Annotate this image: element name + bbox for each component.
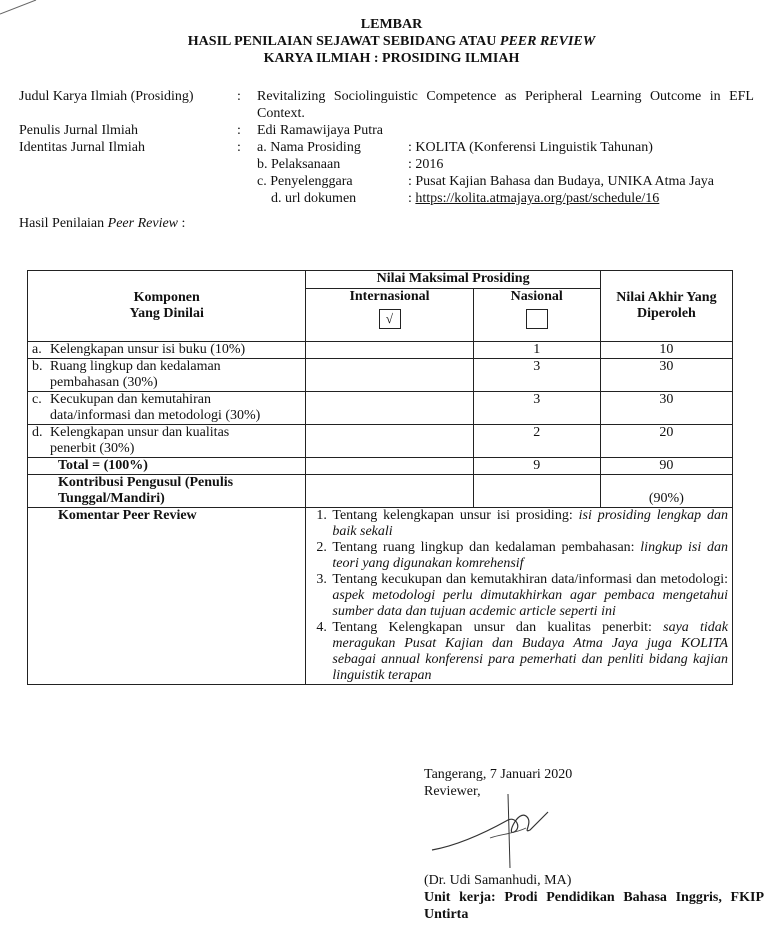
scan-mark <box>0 0 40 16</box>
comment-list <box>306 508 728 684</box>
komentar-content <box>306 508 733 685</box>
total-row <box>28 458 733 475</box>
hasil-penilaian-label <box>19 215 185 232</box>
kontribusi-value: (90%) <box>600 475 732 508</box>
hasil-italic: Peer Review <box>107 216 179 231</box>
row-a-akhir: 10 <box>600 342 732 359</box>
nasional-checkbox[interactable] <box>526 309 548 329</box>
row-c-nasional: 3 <box>473 392 600 425</box>
komponen-header <box>28 271 306 342</box>
internasional-header <box>306 289 473 342</box>
row-b-akhir: 30 <box>600 359 732 392</box>
table-row <box>28 392 733 425</box>
row-text: Ruang lingkup dan kedalaman pembahasan (30%) <box>50 359 221 390</box>
penyelenggara-value: : Pusat Kajian Bahasa dan Budaya, UNIKA Atma Jaya <box>408 174 714 189</box>
url-value <box>408 190 659 207</box>
table-row <box>28 425 733 458</box>
comment-text: lingkup isi dan teori yang digunakan komrehensif <box>332 540 728 571</box>
reviewer-name: (Dr. Udi Samanhudi, MA) <box>424 873 572 888</box>
comment-item <box>330 540 728 572</box>
review-table <box>27 270 733 685</box>
row-text: Kelengkapan unsur dan kualitas penerbit (30%) <box>50 425 230 456</box>
place-date: Tangerang, 7 Januari 2020 <box>424 767 573 782</box>
total-nasional: 9 <box>473 458 600 475</box>
penulis-colon: : <box>237 123 241 138</box>
nilai-akhir-line2: Diperoleh <box>636 306 696 321</box>
identitas-label: Identitas Jurnal Ilmiah <box>19 140 145 155</box>
table-row <box>28 342 733 359</box>
row-letter: c. <box>32 392 42 407</box>
kontribusi-label: Kontribusi Pengusul (Penulis Tunggal/Mandiri) <box>28 475 306 508</box>
subtitle-italic: PEER REVIEW <box>499 34 596 49</box>
hasil-suffix: : <box>178 216 186 231</box>
comment-text: saya tidak meragukan Pusat Kajian dan Budaya Atma Jaya juga KOLITA sebagai annual konferensi para pemerhati dan penliti bidang kajian linguistik terapan <box>332 620 729 683</box>
komentar-label: Komentar Peer Review <box>28 508 306 685</box>
kontribusi-nasional <box>473 475 600 508</box>
komentar-row <box>28 508 733 685</box>
row-text: Kecukupan dan kemutahiran data/informasi dan metodologi (30%) <box>50 392 261 423</box>
document-title: LEMBAR <box>360 17 423 32</box>
penulis-label: Penulis Jurnal Ilmiah <box>19 123 138 138</box>
row-d-nasional: 2 <box>473 425 600 458</box>
nama-prosiding-value: : KOLITA (Konferensi Linguistik Tahunan) <box>408 140 653 155</box>
nama-prosiding-label: a. Nama Prosiding <box>257 140 361 155</box>
comment-topic: Tentang Kelengkapan unsur dan kualitas penerbit: <box>332 620 664 635</box>
url-label: d. url dokumen <box>271 191 357 206</box>
row-c-internasional <box>306 392 473 425</box>
total-akhir: 90 <box>600 458 732 475</box>
comment-item <box>330 620 728 684</box>
nilai-akhir-line1: Nilai Akhir Yang <box>616 290 717 305</box>
reviewer-label: Reviewer, <box>424 784 481 799</box>
row-d-component <box>28 425 306 458</box>
row-c-component <box>28 392 306 425</box>
document-category: KARYA ILMIAH : PROSIDING ILMIAH <box>263 51 520 66</box>
comment-topic: Tentang ruang lingkup dan kedalaman pembahasan: <box>332 540 641 555</box>
comment-item <box>330 572 728 620</box>
row-c-akhir: 30 <box>600 392 732 425</box>
nasional-label: Nasional <box>510 289 563 304</box>
hasil-prefix: Hasil Penilaian <box>19 216 108 231</box>
row-a-component <box>28 342 306 359</box>
nasional-header <box>473 289 600 342</box>
table-header-row-1 <box>28 271 733 289</box>
table-row <box>28 359 733 392</box>
judul-value: Revitalizing Sociolinguistic Competence as Peripheral Learning Outcome in EFL Context. <box>257 89 754 121</box>
kontribusi-row <box>28 475 733 508</box>
penyelenggara-label: c. Penyelenggara <box>257 174 353 189</box>
komponen-line1: Komponen <box>133 290 200 305</box>
row-text: Kelengkapan unsur isi buku (10%) <box>50 342 246 357</box>
internasional-label: Internasional <box>349 289 430 304</box>
internasional-checkbox[interactable]: √ <box>379 309 401 329</box>
row-d-akhir: 20 <box>600 425 732 458</box>
comment-item <box>330 508 728 540</box>
pelaksanaan-value: : 2016 <box>408 157 444 172</box>
comment-topic: Tentang kelengkapan unsur isi prosiding: <box>332 508 579 523</box>
row-b-internasional <box>306 359 473 392</box>
kontribusi-internasional <box>306 475 473 508</box>
total-label: Total = (100%) <box>28 458 306 475</box>
nilai-maks-header: Nilai Maksimal Prosiding <box>306 271 600 289</box>
subtitle-prefix: HASIL PENILAIAN SEJAWAT SEBIDANG ATAU <box>187 34 500 49</box>
reviewer-unit: Unit kerja: Prodi Pendidikan Bahasa Inggris, FKIP Untirta <box>424 890 764 922</box>
komponen-line2: Yang Dinilai <box>129 306 204 321</box>
pelaksanaan-label: b. Pelaksanaan <box>257 157 341 172</box>
row-d-internasional <box>306 425 473 458</box>
judul-colon: : <box>237 89 241 104</box>
judul-label: Judul Karya Ilmiah (Prosiding) <box>19 89 194 104</box>
row-letter: d. <box>32 425 43 440</box>
row-letter: a. <box>32 342 42 357</box>
nilai-akhir-header <box>600 271 732 342</box>
penulis-value: Edi Ramawijaya Putra <box>257 123 383 138</box>
comment-text: aspek metodologi perlu dimutakhirkan agar pembaca mengetahui sumber data dan tujuan acdemic article seperti ini <box>332 588 728 619</box>
row-b-nasional: 3 <box>473 359 600 392</box>
row-letter: b. <box>32 359 43 374</box>
handwritten-signature <box>430 790 550 870</box>
identitas-colon: : <box>237 140 241 155</box>
total-internasional <box>306 458 473 475</box>
row-b-component <box>28 359 306 392</box>
comment-text: isi prosiding lengkap dan baik sekali <box>332 508 728 539</box>
row-a-internasional <box>306 342 473 359</box>
document-subtitle <box>0 33 783 50</box>
row-a-nasional: 1 <box>473 342 600 359</box>
url-colon: : <box>408 191 416 206</box>
comment-topic: Tentang kecukupan dan kemutakhiran data/informasi dan metodologi: <box>332 572 728 587</box>
url-link[interactable]: https://kolita.atmajaya.org/past/schedule/16 <box>415 191 660 206</box>
